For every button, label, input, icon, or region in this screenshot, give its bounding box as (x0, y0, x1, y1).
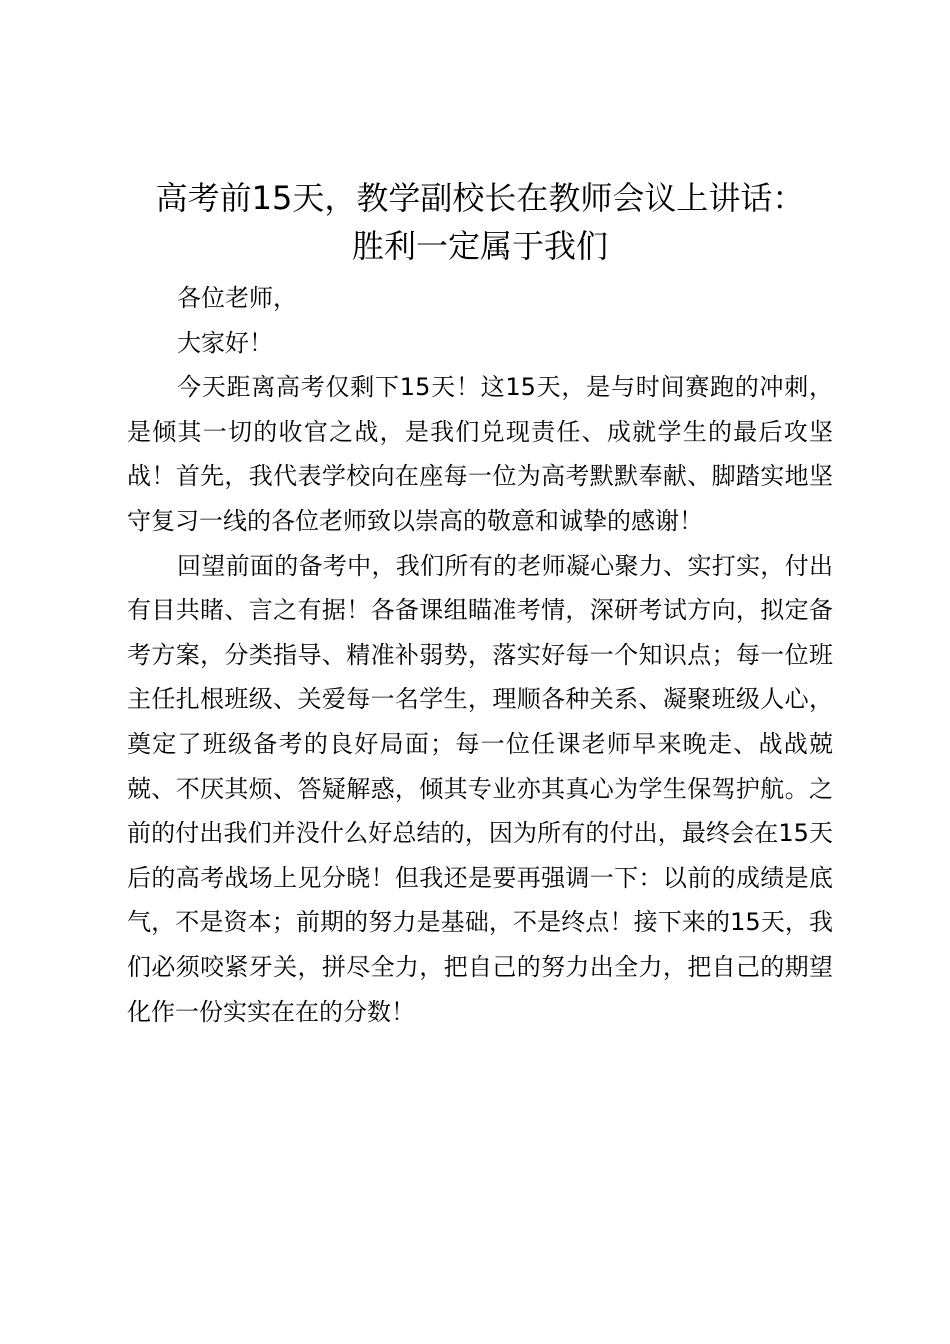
body-paragraph-1: 今天距离高考仅剩下15天！这15天，是与时间赛跑的冲刺，是倾其一切的收官之战，是我们兑现责任、成就学生的最后攻坚战！首先，我代表学校向在座每一位为高考默默奉献、脚踏实地坚守复习一线的各位老师致以崇高的敬意和诚挚的感谢！ (127, 373, 833, 535)
salutation-paragraph: 各位老师， (177, 284, 297, 312)
document-body (127, 276, 833, 1034)
greeting-paragraph: 大家好！ (177, 328, 273, 357)
title-line-2: 胜利一定属于我们 (351, 227, 608, 265)
body-paragraph-2: 回望前面的备考中，我们所有的老师凝心聚力、实打实，付出有目共睹、言之有据！各备课组瞄准考情，深研考试方向，拟定备考方案，分类指导、精准补弱势，落实好每一个知识点；每一位班主任扎根班级、关爱每一名学生，理顺各种关系、凝聚班级人心，奠定了班级备考的良好局面；每一位任课老师早来晚走、战战兢兢、不厌其烦、答疑解惑，倾其专业亦其真心为学生保驾护航。之前的付出我们并没什么好总结的，因为所有的付出，最终会在15天后的高考战场上见分晓！但我还是要再强调一下：以前的成绩是底气，不是资本；前期的努力是基础，不是终点！接下来的15天，我们必须咬紧牙关，拼尽全力，把自己的努力出全力，把自己的期望化作一份实实在在的分数！ (127, 551, 833, 1026)
title-line-1: 高考前15天，教学副校长在教师会议上讲话： (155, 179, 805, 217)
document-title (120, 174, 840, 270)
